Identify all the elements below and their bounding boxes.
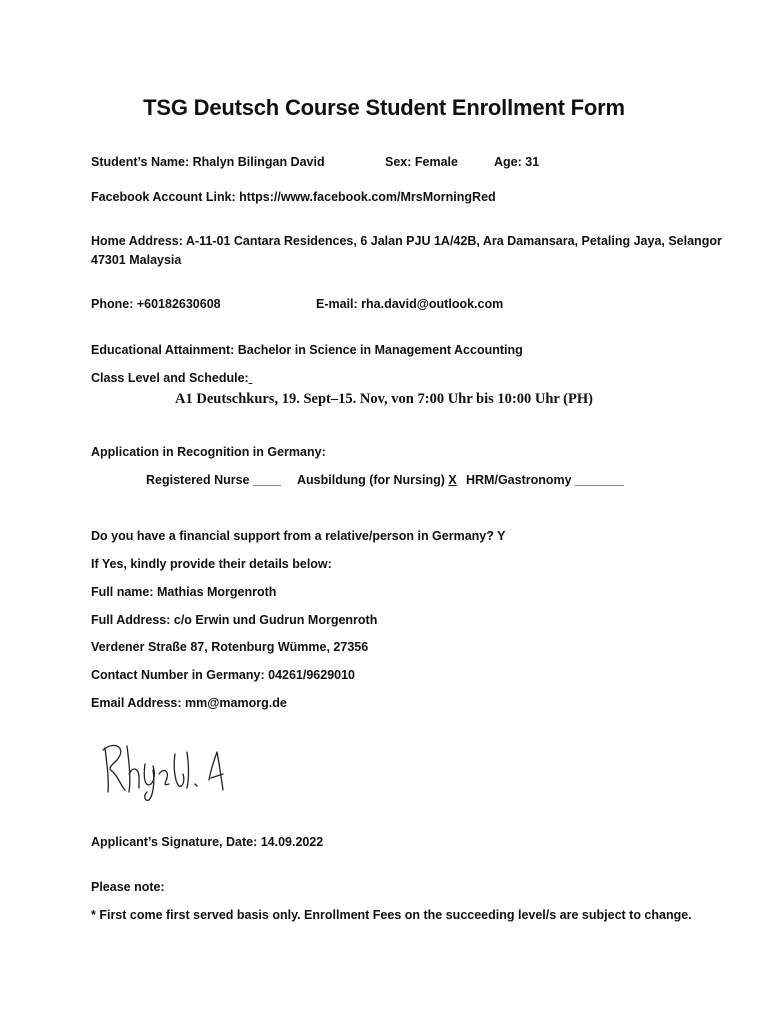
recognition-label: Application in Recognition in Germany: [91, 445, 326, 459]
home-address-line2: 47301 Malaysia [91, 253, 182, 267]
supporter-email: Email Address: mm@mamorg.de [91, 696, 287, 710]
phone: Phone: +60182630608 [91, 297, 221, 311]
facebook-link: Facebook Account Link: https://www.facebook.com/MrsMorningRed [91, 190, 496, 204]
student-name: Student’s Name: Rhalyn Bilingan David [91, 155, 325, 169]
supporter-contact-number: Contact Number in Germany: 04261/9629010 [91, 668, 356, 682]
schedule-label: Class Level and Schedule: [91, 371, 249, 385]
email: E-mail: rha.david@outlook.com [316, 297, 504, 311]
student-sex: Sex: Female [385, 155, 458, 169]
note-text: * First come first served basis only. Enrollment Fees on the succeeding level/s are subject to change. [91, 908, 692, 922]
option-hrm-gastronomy: HRM/Gastronomy _______ [466, 473, 624, 487]
supporter-address-line1: Full Address: c/o Erwin und Gudrun Morgenroth [91, 613, 378, 627]
educational-attainment: Educational Attainment: Bachelor in Science in Management Accounting [91, 343, 523, 357]
financial-support-question: Do you have a financial support from a relative/person in Germany? Y [91, 529, 506, 543]
ausbildung-check-mark: X [448, 473, 457, 487]
option-registered-nurse: Registered Nurse ____ [146, 473, 281, 487]
option-ausbildung: Ausbildung (for Nursing) X [297, 473, 457, 487]
supporter-address-line2: Verdener Straße 87, Rotenburg Wümme, 27356 [91, 640, 369, 654]
form-title: TSG Deutsch Course Student Enrollment Form [143, 95, 625, 120]
home-address-line1: Home Address: A-11-01 Cantara Residences, 6 Jalan PJU 1A/42B, Ara Damansara, Petaling Jaya, Selangor [91, 234, 722, 248]
supporter-full-name: Full name: Mathias Morgenroth [91, 585, 277, 599]
signature-image [93, 734, 243, 804]
note-heading: Please note: [91, 880, 165, 894]
schedule-value: A1 Deutschkurs, 19. Sept–15. Nov, von 7:00 Uhr bis 10:00 Uhr (PH) [175, 391, 593, 407]
support-intro: If Yes, kindly provide their details below: [91, 557, 332, 571]
student-age: Age: 31 [494, 155, 540, 169]
signature-caption: Applicant’s Signature, Date: 14.09.2022 [91, 835, 324, 849]
